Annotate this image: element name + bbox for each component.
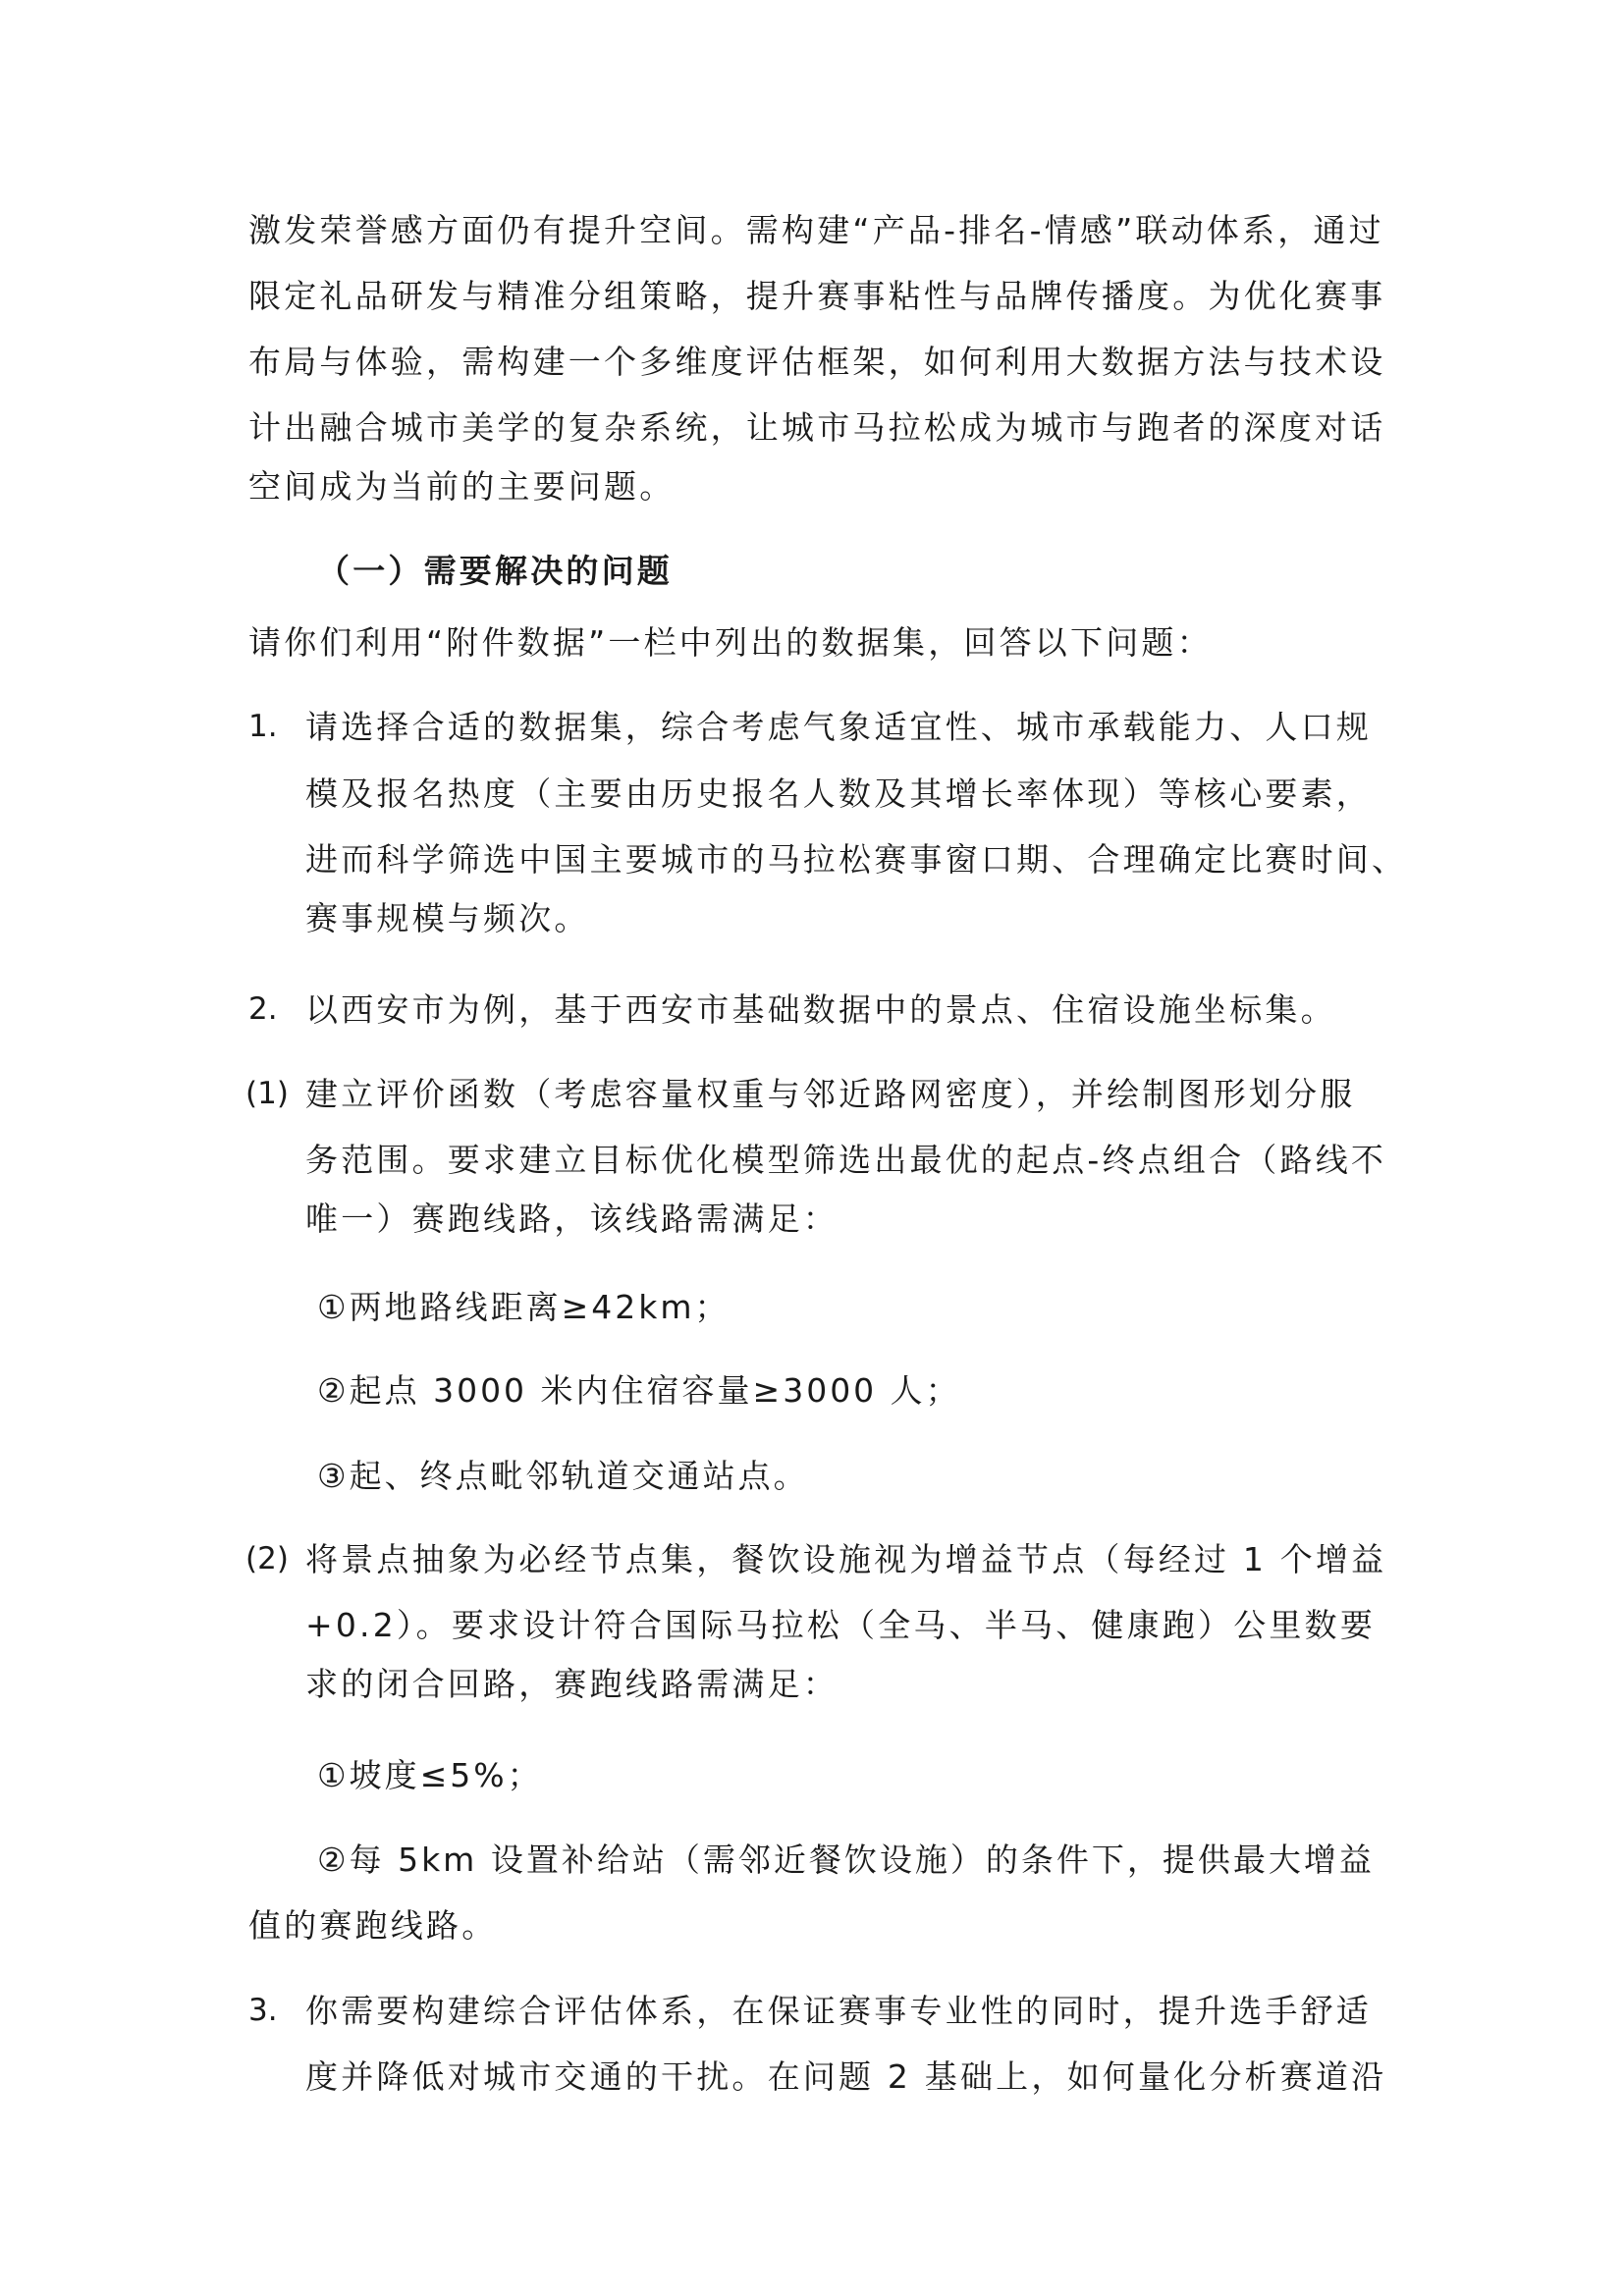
intro-line: 计出融合城市美学的复杂系统，让城市马拉松成为城市与跑者的深度对话 (248, 408, 1386, 447)
q2-2-tail: 值的赛跑线路。 (248, 1906, 498, 1945)
section-lead: 请你们利用“附件数据”一栏中列出的数据集，回答以下问题： (248, 623, 1213, 662)
intro-line: 布局与体验，需构建一个多维度评估框架，如何利用大数据方法与技术设 (248, 343, 1386, 381)
q2-1-line: 建立评价函数（考虑容量权重与邻近路网密度），并绘制图形划分服 (305, 1075, 1356, 1113)
q1-line: 请选择合适的数据集，综合考虑气象适宜性、城市承载能力、人口规 (305, 708, 1372, 746)
q2-2-line: +0.2）。要求设计符合国际马拉松（全马、半马、健康跑）公里数要 (305, 1606, 1377, 1644)
q2-1-condition: ②起点 3000 米内住宿容量≥3000 人； (317, 1371, 961, 1410)
q3-line: 度并降低对城市交通的干扰。在问题 2 基础上，如何量化分析赛道沿 (305, 2057, 1387, 2096)
q2-1-marker: (1) (245, 1076, 289, 1111)
q2-marker: 2. (248, 991, 278, 1027)
q3-marker: 3. (248, 1993, 278, 2028)
q2-2-condition: ②每 5km 设置补给站（需邻近餐饮设施）的条件下，提供最大增益 (317, 1841, 1375, 1879)
intro-line: 限定礼品研发与精准分组策略，提升赛事粘性与品牌传播度。为优化赛事 (248, 277, 1386, 315)
intro-line: 激发荣誉感方面仍有提升空间。需构建“产品-排名-情感”联动体系，通过 (248, 211, 1384, 249)
q2-2-marker: (2) (245, 1541, 289, 1576)
q2-1-condition: ③起、终点毗邻轨道交通站点。 (317, 1457, 809, 1495)
q1-line: 赛事规模与频次。 (305, 899, 590, 937)
q1-line: 模及报名热度（主要由历史报名人数及其增长率体现）等核心要素， (305, 774, 1372, 813)
q1-line: 进而科学筛选中国主要城市的马拉松赛事窗口期、合理确定比赛时间、 (305, 840, 1408, 879)
q2-2-line: 将景点抽象为必经节点集，餐饮设施视为增益节点（每经过 1 个增益 (305, 1540, 1387, 1578)
q2-2-line: 求的闭合回路，赛跑线路需满足： (305, 1665, 839, 1703)
q2-1-line: 唯一）赛跑线路，该线路需满足： (305, 1200, 839, 1238)
q2-1-line: 务范围。要求建立目标优化模型筛选出最优的起点-终点组合（路线不 (305, 1141, 1387, 1179)
q2-2-condition: ①坡度≤5%； (317, 1756, 543, 1794)
intro-line: 空间成为当前的主要问题。 (248, 467, 676, 506)
q3-line: 你需要构建综合评估体系，在保证赛事专业性的同时，提升选手舒适 (305, 1992, 1372, 2030)
q2-text: 以西安市为例，基于西安市基础数据中的景点、住宿设施坐标集。 (305, 990, 1336, 1029)
q1-marker: 1. (248, 709, 278, 744)
section-heading: （一）需要解决的问题 (317, 552, 673, 590)
q2-1-condition: ①两地路线距离≥42km； (317, 1288, 731, 1326)
